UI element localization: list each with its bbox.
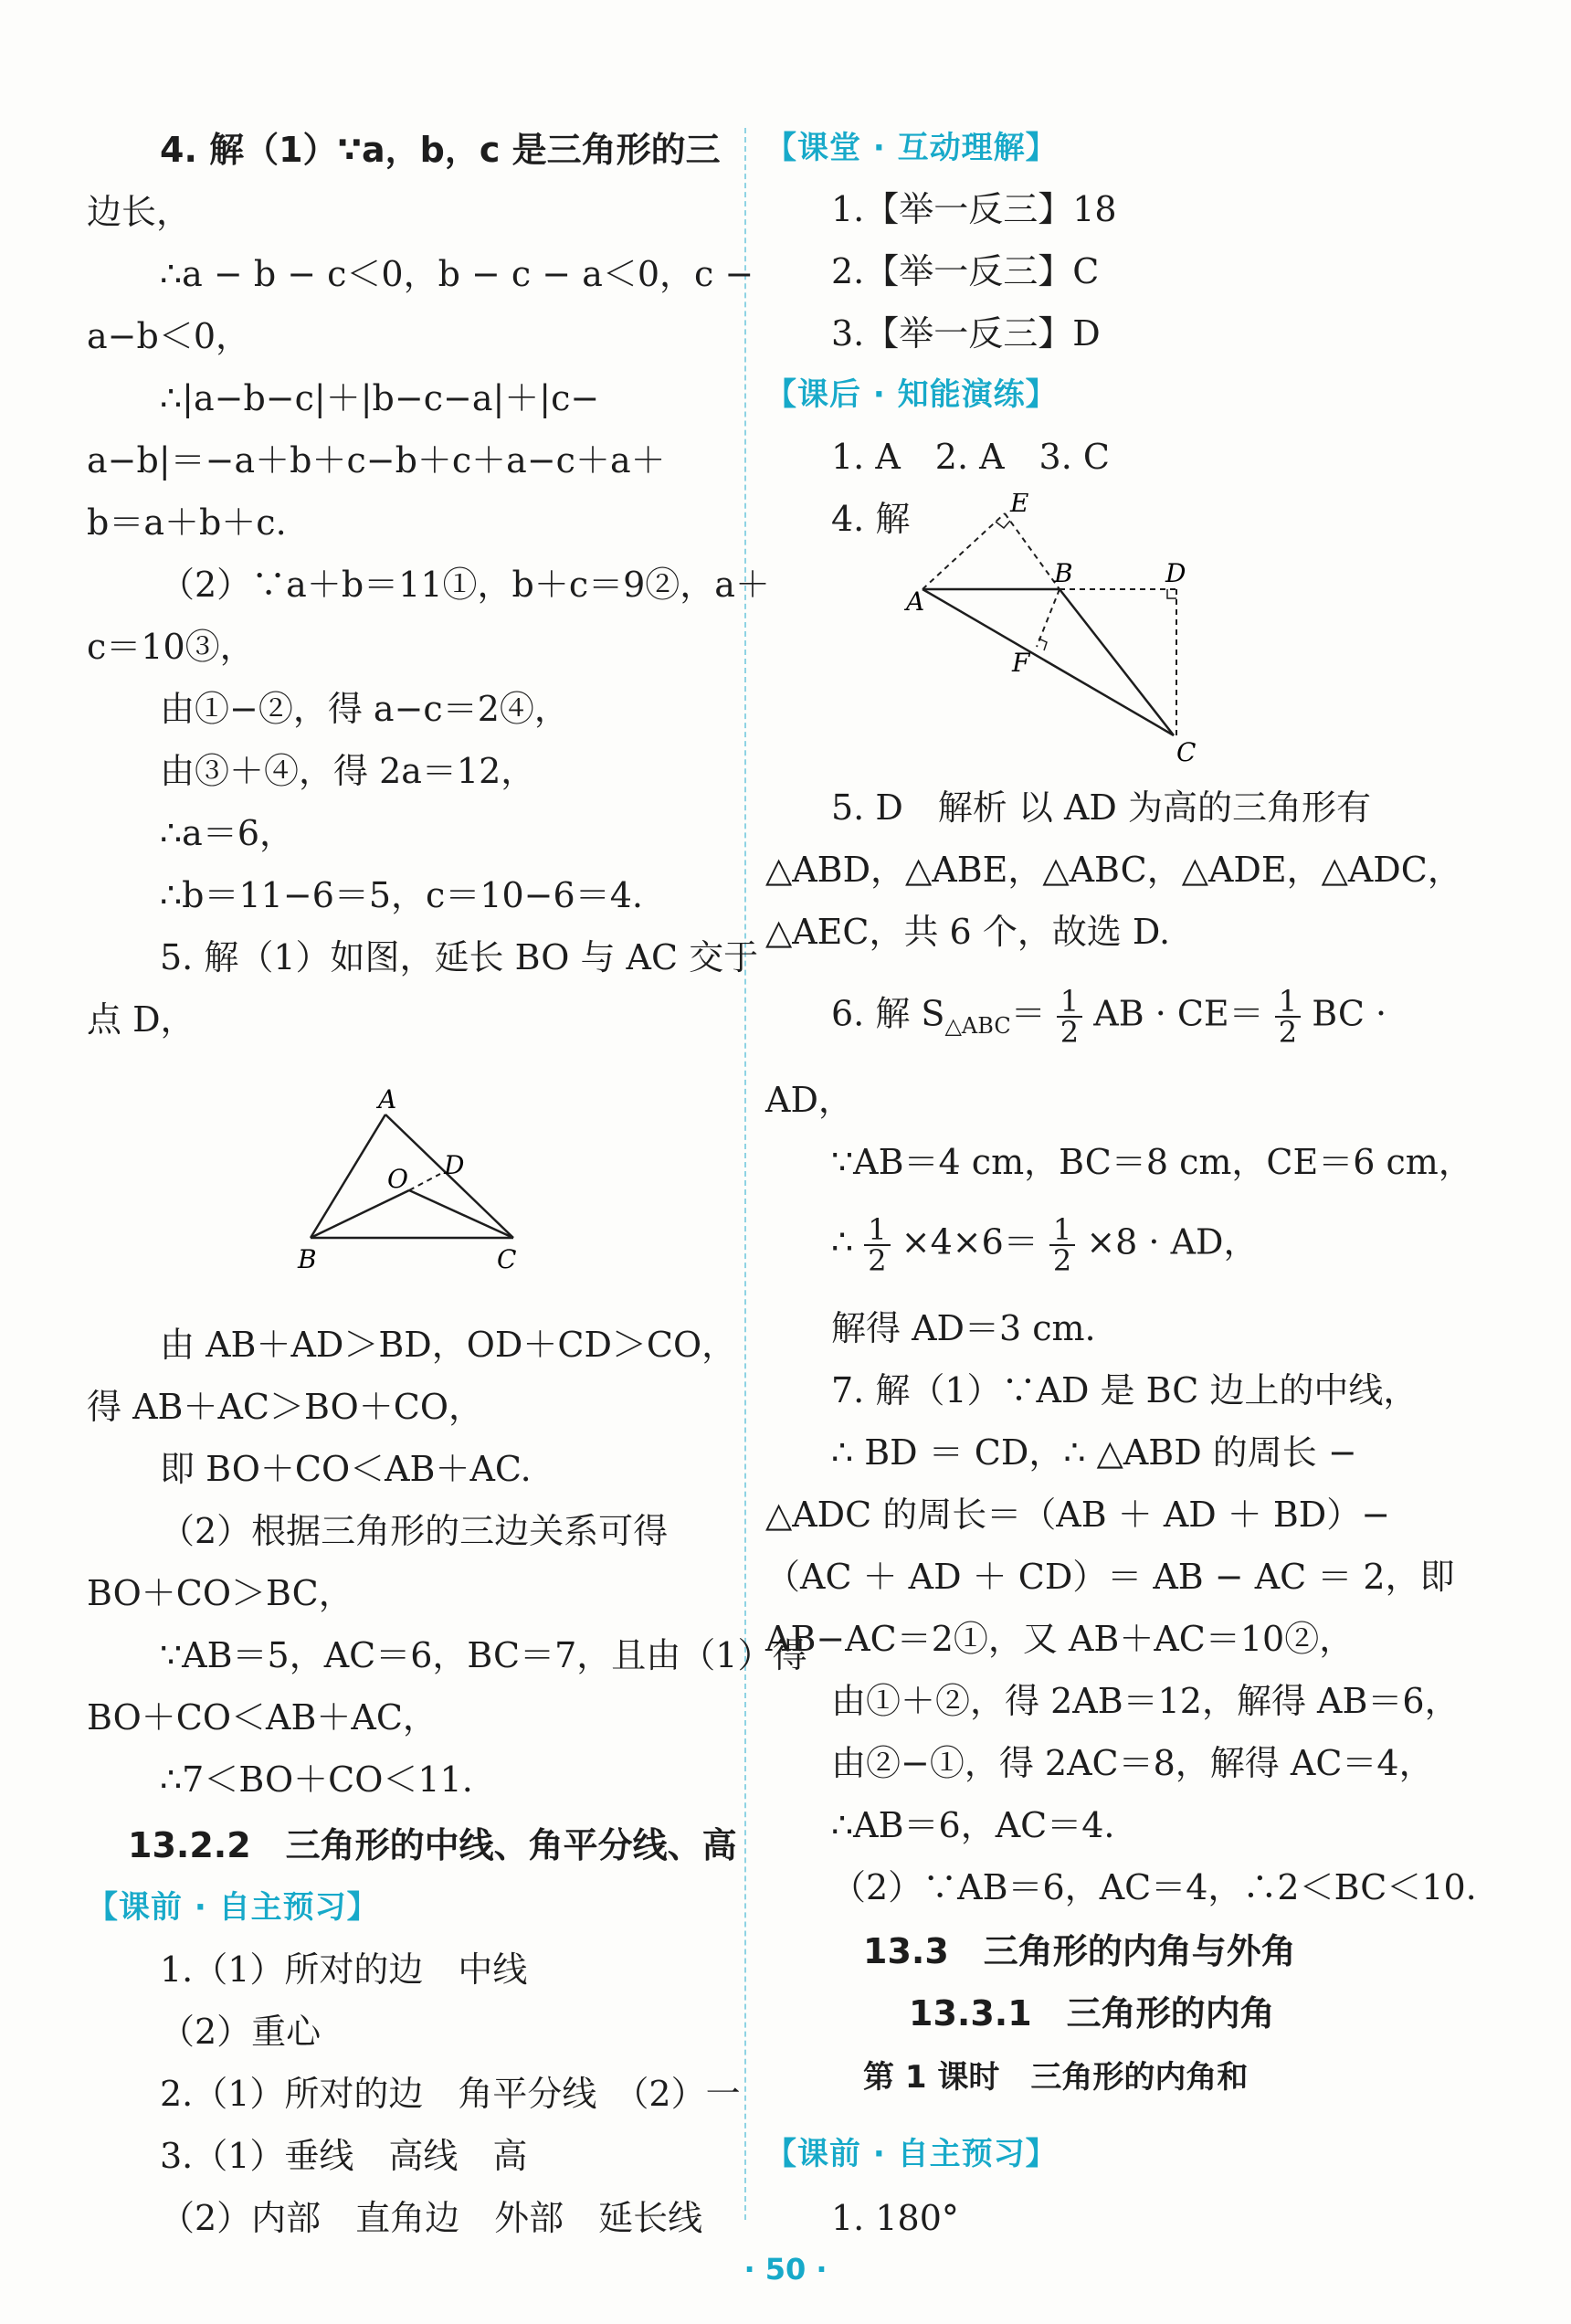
preview-line-1: 1.（1）所对的边 中线 [160,1949,528,1990]
q4-line-7: b＝a＋b＋c. [87,502,287,543]
heading-lesson-1: 第 1 课时 三角形的内角和 [863,2059,1249,2096]
q5-line-1: 5. 解（1）如图，延长 BO 与 AC 交于 [160,937,759,977]
q4-line-6: a−b|＝−a＋b＋c−b＋c＋a−c＋a＋ [87,440,666,481]
q7-line-9: ∴AB＝6，AC＝4. [831,1805,1115,1845]
preview2-line-1: 1. 180° [831,2198,959,2238]
q6-equation: ∴ $\frac{1}{2}$ ×4×6＝ $\frac{1}{2}$ ×8 · AD， [831,1212,1259,1278]
q4-line-11: 由③＋④，得 2a＝12， [160,751,536,791]
q6-line-2: AD， [765,1080,853,1120]
q4-line-8: （2）∵a＋b＝11①，b＋c＝9②，a＋ [160,565,770,605]
triangle-figure-2 [904,493,1224,767]
fig1-label-a: A [378,1084,397,1114]
after-line-2: 4. 解 [831,499,911,539]
q4-line-13: ∴b＝11−6＝5，c＝10−6＝4. [160,875,643,915]
q5r-line-2: △ABD，△ABE，△ABC，△ADE，△ADC， [765,850,1462,890]
preview-line-2: （2）重心 [160,2012,322,2052]
heading-13-3-1: 13.3.1 三角形的内角 [909,1993,1275,2034]
fig1-label-b: B [298,1244,317,1274]
fig1-label-o: O [387,1164,408,1194]
fig2-label-c: C [1176,737,1197,767]
after-line-1: 1. A 2. A 3. C [831,437,1110,477]
q5-line-7: BO＋CO＞BC， [87,1573,353,1613]
q7-line-4: △ADC 的周长＝（AB ＋ AD ＋ BD）− [765,1495,1391,1535]
page-number: · 50 · [743,2252,828,2287]
preview-line-5: （2）内部 直角边 外部 延长线 [160,2198,703,2238]
q7-line-10: （2）∵AB＝6，AC＝4，∴2＜BC＜10. [831,1867,1477,1907]
q4-line-2: 边长， [87,192,192,232]
q7-line-6: AB−AC＝2①，又 AB＋AC＝10②， [765,1619,1355,1659]
class-line-3: 3.【举一反三】D [831,313,1101,354]
fig2-label-f: F [1012,648,1030,678]
q6-line-3: ∵AB＝4 cm，BC＝8 cm，CE＝6 cm， [831,1142,1473,1182]
class-line-2: 2.【举一反三】C [831,251,1100,291]
q4-line-4: a−b＜0， [87,316,250,356]
q4-line-10: 由①−②，得 a−c＝2④， [160,689,569,729]
q4-line-3: ∴a − b − c＜0，b − c − a＜0，c − [160,254,754,294]
fraction-half: $\frac{1}{2}$ [1275,987,1301,1047]
q5r-line-3: △AEC，共 6 个，故选 D. [765,912,1171,952]
q5-line-3: 由 AB＋AD＞BD，OD＋CD＞CO， [160,1325,737,1365]
q7-line-2: 7. 解（1）∵AD 是 BC 边上的中线， [831,1370,1418,1410]
q4-line-1: 4. 解（1）∵a，b，c 是三角形的三 [160,130,721,170]
q5-line-9: BO＋CO＜AB＋AC， [87,1697,438,1738]
section-preview: 【课前 · 自主预习】 [87,1889,379,1926]
q5-line-10: ∴7＜BO＋CO＜11. [160,1759,473,1800]
q6-formula: 6. 解 $S_{\triangle ABC}=$ $\frac{1}{2}$ AB · CE＝ $\frac{1}{2}$ BC · [831,984,1387,1050]
q7-line-3: ∴ BD ＝ CD，∴ △ABD 的周长 − [831,1432,1357,1473]
heading-13-3: 13.3 三角形的内角与外角 [863,1931,1296,1971]
q7-line-1: 解得 AD＝3 cm. [831,1308,1096,1348]
triangle-figure-1 [274,1083,548,1274]
q5-line-2: 点 D， [87,999,195,1040]
q7-line-8: 由②−①，得 2AC＝8，解得 AC＝4， [831,1743,1434,1783]
column-divider [744,128,746,2220]
class-line-1: 1.【举一反三】18 [831,189,1117,229]
q4-line-12: ∴a＝6， [160,813,295,853]
heading-13-2-2: 13.2.2 三角形的中线、角平分线、高 [128,1825,737,1865]
fig2-label-b: B [1054,558,1073,588]
q5r-line-1: 5. D 解析 以 AD 为高的三角形有 [831,787,1371,828]
q5-line-8: ∵AB＝5，AC＝6，BC＝7，且由（1）得 [160,1635,807,1675]
preview-line-3: 2.（1）所对的边 角平分线 （2）一 [160,2074,741,2114]
section-preview-2: 【课前 · 自主预习】 [765,2136,1058,2172]
fig1-label-c: C [497,1244,517,1274]
section-after-class: 【课后 · 知能演练】 [765,376,1058,413]
section-classroom: 【课堂 · 互动理解】 [765,130,1058,166]
fig2-label-d: D [1165,558,1186,588]
fraction-half: $\frac{1}{2}$ [1057,987,1082,1047]
fig1-label-d: D [444,1150,465,1180]
fraction-half: $\frac{1}{2}$ [864,1215,890,1275]
q5-line-4: 得 AB＋AC＞BO＋CO， [87,1387,483,1427]
fig2-label-e: E [1010,493,1029,518]
preview-line-4: 3.（1）垂线 高线 高 [160,2136,528,2176]
q7-line-7: 由①＋②，得 2AB＝12，解得 AB＝6， [831,1681,1460,1721]
fig2-label-a: A [906,586,925,617]
q4-line-9: c＝10③， [87,627,255,667]
q5-line-5: 即 BO＋CO＜AB＋AC. [160,1449,532,1489]
q4-line-5: ∴|a−b−c|＋|b−c−a|＋|c− [160,378,600,418]
q7-line-5: （AC ＋ AD ＋ CD）＝ AB − AC ＝ 2，即 [765,1557,1455,1597]
fraction-half: $\frac{1}{2}$ [1049,1215,1075,1275]
q5-line-6: （2）根据三角形的三边关系可得 [160,1511,669,1551]
